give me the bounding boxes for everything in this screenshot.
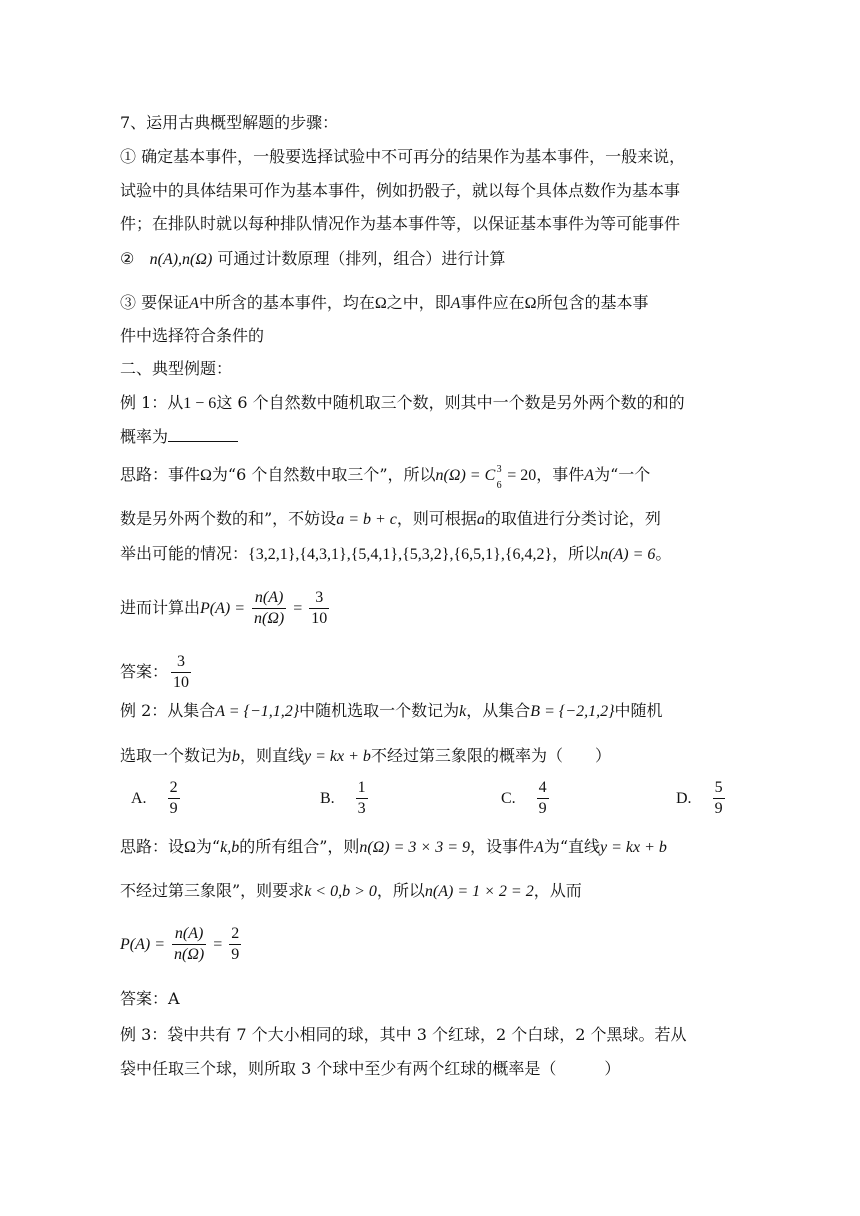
ex1-text-a: 例 1：从: [120, 393, 184, 412]
option-b-num: 1: [356, 778, 368, 799]
ex2-var-b: b: [232, 748, 241, 765]
ex1-calc-eq: =: [289, 600, 307, 617]
step-3-line-1: [120, 292, 649, 315]
ex2-calc-p: P(A) =: [120, 936, 169, 953]
combination-sub: 6: [496, 480, 502, 491]
ex1-answer-num: 3: [171, 652, 191, 673]
ex1-sol-a-var: A: [584, 467, 595, 484]
option-d[interactable]: [676, 778, 728, 819]
step-3-var-a: A: [189, 295, 199, 312]
ex2-calc-eq: =: [209, 936, 227, 953]
option-d-den: 9: [714, 800, 723, 817]
ex2-set-a: A = {−1,1,2}: [215, 703, 300, 720]
ex1-sol-c: ，事件: [536, 465, 585, 484]
ex2-calc-den: n(Ω): [174, 946, 205, 963]
option-a-label: A.: [131, 789, 147, 807]
ex2-calc-fraction: [172, 924, 206, 965]
step-3-var-a2: A: [450, 295, 461, 312]
ex1-answer-den: 10: [173, 674, 190, 691]
example-2-line-2: [120, 745, 611, 768]
ex1-answer-label: 答案：: [120, 662, 169, 681]
step-3-text-c: 之中，即: [386, 293, 451, 312]
option-d-fraction: [713, 778, 725, 819]
ex2-sol2-b: ，所以: [376, 881, 425, 900]
option-b-den: 3: [357, 800, 366, 817]
ex2-sol-e: 为“直线: [543, 837, 600, 856]
step-3-omega: Ω: [374, 295, 387, 312]
ex1-result-fraction: [309, 588, 329, 629]
ex2-l2-a: 选取一个数记为: [120, 746, 233, 765]
step-1-line-3: 件；在排队时就以每种排队情况作为基本事件等，以保证基本事件为等可能事件: [120, 214, 681, 233]
ex1-sol3-c: 。: [655, 544, 672, 563]
ex1-question-end: 概率为: [120, 427, 169, 446]
option-c-fraction: [537, 778, 549, 819]
ex2-calc-num: n(A): [172, 924, 206, 945]
option-b-fraction: [356, 778, 368, 819]
ex2-sol-a: 思路：设: [120, 837, 185, 856]
ex1-sol-eq20: = 20: [503, 467, 537, 484]
ex1-text-b: 这 6 个自然数中随机取三个数，则其中一个数是另外两个数的和的: [216, 393, 685, 412]
option-c[interactable]: [501, 778, 552, 819]
example-3-line-1: 例 3：袋中共有 7 个大小相同的球，其中 3 个红球，2 个白球，2 个黑球。若从: [120, 1025, 687, 1044]
ex1-sol-omega: Ω: [200, 467, 212, 484]
steps-title: 7、运用古典概型解题的步骤：: [120, 113, 339, 132]
ex2-var-k: k: [459, 703, 467, 720]
ex2-sol2-n-a: n(A) = 1 × 2 = 2: [424, 883, 534, 900]
ex2-solution-line-1: [120, 836, 667, 859]
ex2-text-c: ，从集合: [466, 701, 531, 720]
step-2-marker: ②: [120, 249, 135, 268]
ex1-sol2-b: ，则可根据: [396, 509, 477, 528]
ex2-l2-c: 不经过第三象限的概率为（ ）: [370, 746, 611, 765]
step-2-line: [120, 248, 505, 271]
ex2-result-den: 9: [231, 946, 240, 963]
ex1-combination: [484, 464, 504, 491]
ex2-sol2-cond: k < 0,b > 0: [304, 883, 377, 900]
ex1-calc-text: 进而计算出: [120, 598, 201, 617]
ex2-sol-c: 的所有组合”，则: [239, 837, 360, 856]
ex1-sol3-b: ，所以: [552, 544, 601, 563]
option-c-den: 9: [538, 800, 547, 817]
option-a[interactable]: [131, 778, 183, 819]
step-3-text-a: ③ 要保证: [120, 293, 190, 312]
ex1-sol-b: 为“6 个自然数中取三个”，所以: [211, 465, 436, 484]
example-1-line-1: [120, 392, 685, 415]
ex1-solution-line-2: [120, 508, 661, 531]
ex1-sol-d: 为“一个: [594, 465, 651, 484]
ex1-sol2-eq: a = b + c: [336, 511, 397, 528]
ex2-answer: 答案：A: [120, 989, 180, 1008]
combination-sup: 3: [496, 464, 502, 475]
step-3-text-b: 中所含的基本事件，均在: [198, 293, 375, 312]
ex2-sol2-a: 不经过第三象限”，则要求: [120, 881, 305, 900]
ex2-sol-d: ，设事件: [470, 837, 535, 856]
ex2-calc-line: [120, 922, 244, 967]
option-b[interactable]: [320, 778, 371, 819]
ex1-cases: {3,2,1},{4,3,1},{5,4,1},{5,3,2},{6,5,1},{6,4,2}: [248, 546, 553, 563]
step-3-text-d: 事件应在: [460, 293, 525, 312]
ex1-range: 1 − 6: [183, 395, 217, 412]
ex2-sol-b: 为“: [195, 837, 221, 856]
ex2-sol-omega: Ω: [184, 839, 196, 856]
ex2-line-eq: y = kx + b: [304, 748, 371, 765]
option-a-num: 2: [168, 778, 180, 799]
ex1-sol-n-omega: n(Ω) =: [435, 467, 485, 484]
ex2-sol-kb: k,b: [220, 839, 240, 856]
ex2-set-b: B = {−2,1,2}: [530, 703, 615, 720]
ex1-calc-p: P(A) =: [200, 600, 250, 617]
option-d-label: D.: [676, 789, 692, 807]
option-c-num: 4: [537, 778, 549, 799]
option-c-label: C.: [501, 789, 516, 807]
step-2-math: n(A),n(Ω): [149, 251, 213, 268]
ex1-result-num: 3: [309, 588, 329, 609]
combination-c: C: [484, 467, 496, 484]
example-2-line-1: [120, 700, 662, 723]
ex2-sol-n-omega: n(Ω) = 3 × 3 = 9: [359, 839, 471, 856]
example-3-line-2: 袋中任取三个球，则所取 3 个球中至少有两个红球的概率是（ ）: [120, 1059, 621, 1078]
step-3-text-e: 所包含的基本事: [536, 293, 649, 312]
ex2-solution-line-2: [120, 880, 582, 903]
ex1-sol2-a-var: a: [476, 511, 485, 528]
ex2-result-fraction: [229, 924, 241, 965]
ex2-l2-b: ，则直线: [240, 746, 305, 765]
ex1-sol3-a: 举出可能的情况：: [120, 544, 249, 563]
step-3-line-2: 件中选择符合条件的: [120, 326, 265, 345]
ex2-text-b: 中随机选取一个数记为: [299, 701, 460, 720]
ex1-calc-num: n(A): [252, 588, 286, 609]
section-title: 二、典型例题：: [120, 359, 233, 378]
option-a-fraction: [168, 778, 180, 819]
ex1-calc-den: n(Ω): [254, 610, 285, 627]
ex2-result-num: 2: [229, 924, 241, 945]
ex1-sol2-a: 数是另外两个数的和”，不妨设: [120, 509, 337, 528]
step-3-omega2: Ω: [524, 295, 537, 312]
ex1-result-den: 10: [311, 610, 328, 627]
ex2-sol2-c: ，从而: [533, 881, 582, 900]
ex1-answer: [120, 650, 194, 694]
answer-blank: [168, 427, 238, 442]
step-2-text: 可通过计数原理（排列，组合）进行计算: [217, 249, 506, 268]
option-d-num: 5: [713, 778, 725, 799]
step-1-line-2: 试验中的具体结果可作为基本事件，例如扔骰子，就以每个具体点数作为基本事: [120, 181, 681, 200]
ex1-solution-line-3: [120, 543, 671, 566]
option-a-den: 9: [169, 800, 178, 817]
ex1-calc-line: [120, 586, 332, 631]
ex2-sol-a-var: A: [534, 839, 544, 856]
step-1-line-1: ① 确定基本事件，一般要选择试验中不可再分的结果作为基本事件，一般来说，: [120, 147, 686, 166]
ex2-sol-line: y = kx + b: [600, 839, 667, 856]
ex1-sol3-n-a: n(A) = 6: [600, 546, 656, 563]
ex1-answer-fraction: [171, 652, 191, 693]
ex2-text-a: 例 2：从集合: [120, 701, 216, 720]
ex1-sol2-c: 的取值进行分类讨论，列: [484, 509, 661, 528]
ex1-solution-line-1: [120, 464, 651, 491]
ex1-calc-fraction: [252, 588, 286, 629]
option-b-label: B.: [320, 789, 335, 807]
example-1-line-2: [120, 426, 238, 448]
ex2-text-d: 中随机: [614, 701, 663, 720]
ex1-sol-a: 思路：事件: [120, 465, 201, 484]
